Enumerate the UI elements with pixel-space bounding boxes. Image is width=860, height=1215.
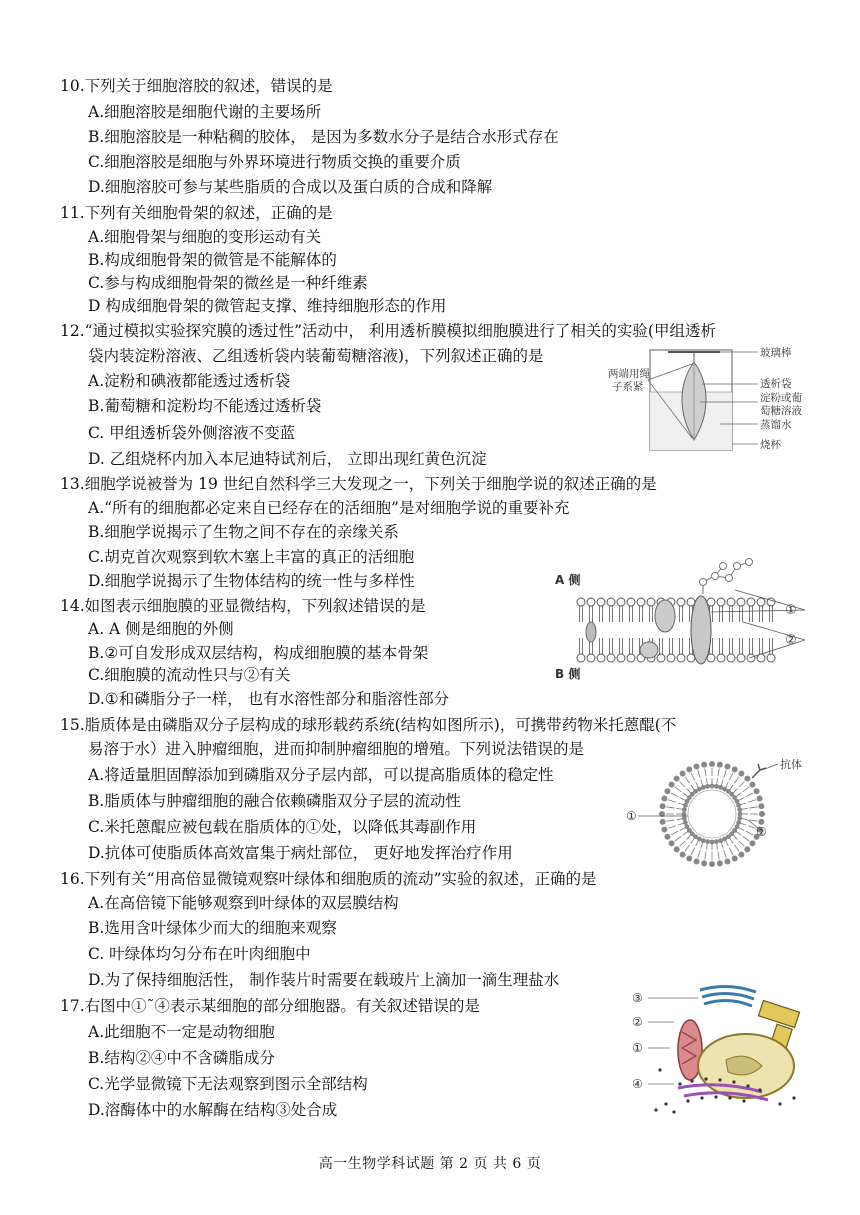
q11-option-d: D 构成细胞骨架的微管起支撑、维持细胞形态的作用 <box>88 297 447 315</box>
q14-option-c: C.细胞膜的流动性只与②有关 <box>88 666 291 684</box>
q15-stem-line1: 15.脂质体是由磷脂双分子层构成的球形载药系统(结构如图所示)，可携带药物米托蒽醌(不 <box>60 716 677 734</box>
label-dialysis-bag: 透析袋 <box>760 378 792 390</box>
label-2: ② <box>632 1015 643 1029</box>
transmembrane-protein <box>691 596 711 664</box>
q11-option-c: C.参与构成细胞骨架的微丝是一种纤维素 <box>88 274 368 292</box>
q14-option-a: A. A 侧是细胞的外侧 <box>88 620 234 638</box>
cell-organelles-figure <box>630 980 816 1116</box>
label-1: ① <box>632 1041 643 1055</box>
q17-option-a: A.此细胞不一定是动物细胞 <box>88 1023 275 1041</box>
q10-option-a: A.细胞溶胶是细胞代谢的主要场所 <box>88 103 322 121</box>
q10-stem: 10.下列关于细胞溶胶的叙述，错误的是 <box>60 77 333 95</box>
q16-stem: 16.下列有关“用高倍显微镜观察叶绿体和细胞质的流动”实验的叙述，正确的是 <box>60 870 597 888</box>
q16-option-b: B.选用含叶绿体少而大的细胞来观察 <box>88 919 337 937</box>
q17-option-d: D.溶酶体中的水解酶在结构③处合成 <box>88 1101 338 1119</box>
q17-stem: 17.右图中①˜④表示某细胞的部分细胞器。有关叙述错误的是 <box>60 997 480 1015</box>
q13-option-c: C.胡克首次观察到软木塞上丰富的真正的活细胞 <box>88 548 415 566</box>
label-distilled-water: 蒸馏水 <box>760 419 792 431</box>
q11-option-b: B.构成细胞骨架的微管是不能解体的 <box>88 251 337 269</box>
label-solution-line1: 淀粉或葡 <box>760 392 802 404</box>
q16-option-a: A.在高倍镜下能够观察到叶绿体的双层膜结构 <box>88 894 399 912</box>
q17-option-b: B.结构②④中不含磷脂成分 <box>88 1049 275 1067</box>
q10-option-c: C.细胞溶胶是细胞与外界环境进行物质交换的重要介质 <box>88 153 461 171</box>
q15-option-b: B.脂质体与肿瘤细胞的融合依赖磷脂双分子层的流动性 <box>88 792 461 810</box>
q12-option-d: D. 乙组烧杯内加入本尼迪特试剂后， 立即出现红黄色沉淀 <box>88 450 487 468</box>
q15-option-c: C.米托蒽醌应被包载在脂质体的①处，以降低其毒副作用 <box>88 818 477 836</box>
q14-option-b: B.②可自发形成双层结构，构成细胞膜的基本骨架 <box>88 644 429 662</box>
label-2: ② <box>756 825 767 839</box>
label-antibody: 抗体 <box>780 758 802 771</box>
q14-option-d: D.①和磷脂分子一样， 也有水溶性部分和脂溶性部分 <box>88 690 450 708</box>
label-tie-line2: 子系紧 <box>612 381 644 393</box>
phospholipid-bilayer <box>577 598 775 662</box>
membrane-protein <box>586 622 596 642</box>
label-glass-rod: 玻璃棒 <box>760 347 792 359</box>
q15-stem-line2: 易溶于水）进入肿瘤细胞，进而抑制肿瘤细胞的增殖。下列说法错误的是 <box>88 740 585 758</box>
q15-option-a: A.将适量胆固醇添加到磷脂双分子层内部，可以提高脂质体的稳定性 <box>88 766 554 784</box>
q11-stem: 11.下列有关细胞骨架的叙述，正确的是 <box>60 204 333 222</box>
q12-stem-line2: 袋内装淀粉溶液、乙组透析袋内装葡萄糖溶液)，下列叙述正确的是 <box>88 347 544 365</box>
q16-option-c: C. 叶绿体均匀分布在叶肉细胞中 <box>88 945 311 963</box>
q13-stem: 13.细胞学说被誉为 19 世纪自然科学三大发现之一，下列关于细胞学说的叙述正确的是 <box>60 475 657 493</box>
membrane-protein <box>640 642 658 658</box>
label-1: ① <box>785 603 797 618</box>
label-tie-line1: 两端用绳 <box>608 368 650 380</box>
golgi-apparatus <box>700 986 756 1006</box>
dialysis-experiment-figure <box>608 344 808 456</box>
page-footer: 高一生物学科试题 第 2 页 共 6 页 <box>318 1156 542 1172</box>
q16-option-d: D.为了保持细胞活性， 制作装片时需要在载玻片上滴加一滴生理盐水 <box>88 971 560 989</box>
label-4: ④ <box>632 1077 643 1091</box>
label-1: ① <box>626 809 637 823</box>
q12-option-c: C. 甲组透析袋外侧溶液不变蓝 <box>88 424 296 442</box>
q15-option-d: D.抗体可使脂质体高效富集于病灶部位， 更好地发挥治疗作用 <box>88 844 513 862</box>
cell-membrane-figure <box>553 554 815 684</box>
liposome-core <box>688 790 736 838</box>
label-2: ② <box>785 633 797 648</box>
label-a-side: A 侧 <box>555 573 581 587</box>
label-solution-line2: 萄糖溶液 <box>760 405 802 417</box>
q13-option-a: A.“所有的细胞都必定来自已经存在的活细胞”是对细胞学说的重要补充 <box>88 499 570 517</box>
q14-stem: 14.如图表示细胞膜的亚显微结构，下列叙述错误的是 <box>60 597 426 615</box>
q12-stem-line1: 12.“通过模拟实验探究膜的透过性”活动中， 利用透析膜模拟细胞膜进行了相关的实验(甲组透析 <box>60 322 716 340</box>
q13-option-b: B.细胞学说揭示了生物之间不存在的亲缘关系 <box>88 523 399 541</box>
q13-option-d: D.细胞学说揭示了生物体结构的统一性与多样性 <box>88 572 415 590</box>
q10-option-d: D.细胞溶胶可参与某些脂质的合成以及蛋白质的合成和降解 <box>88 178 493 196</box>
liposome-figure <box>624 756 820 872</box>
q11-option-a: A.细胞骨架与细胞的变形运动有关 <box>88 228 322 246</box>
q12-option-a: A.淀粉和碘液都能透过透析袋 <box>88 372 291 390</box>
q12-option-b: B.葡萄糖和淀粉均不能透过透析袋 <box>88 397 322 415</box>
glycoprotein-chain <box>700 559 753 595</box>
label-3: ③ <box>632 991 643 1005</box>
q17-option-c: C.光学显微镜下无法观察到图示全部结构 <box>88 1075 368 1093</box>
membrane-protein <box>655 600 675 632</box>
label-beaker: 烧杯 <box>760 439 781 451</box>
q10-option-b: B.细胞溶胶是一种粘稠的胶体， 是因为多数水分子是结合水形式存在 <box>88 128 559 146</box>
label-b-side: B 侧 <box>555 667 581 681</box>
